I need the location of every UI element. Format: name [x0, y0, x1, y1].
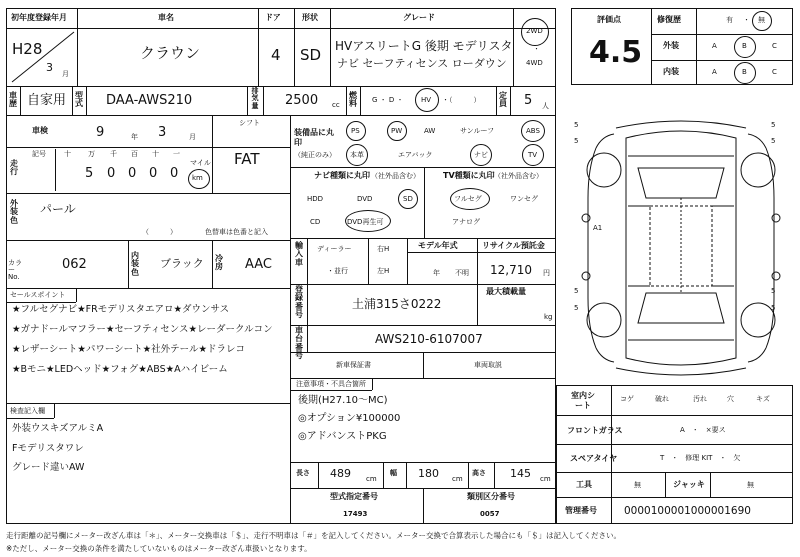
mileage-label: 走行	[10, 159, 18, 177]
diagram-label: 5	[574, 304, 579, 312]
jack-value: 無	[747, 481, 754, 489]
type-no-label: 型式指定番号	[330, 492, 378, 501]
shape: SD	[300, 46, 322, 64]
mileage-digit: 0	[107, 166, 116, 181]
doors: 4	[271, 46, 281, 64]
mileage-digit-label: 十	[152, 150, 159, 158]
width-unit: cm	[452, 475, 463, 483]
model-code: DAA-AWS210	[106, 93, 193, 108]
import-label: 輸入車	[295, 241, 303, 267]
drive-2wd: 2WD	[526, 27, 543, 35]
notes-line: ◎オプション¥100000	[298, 413, 401, 424]
color-value: パール	[40, 202, 76, 216]
height: 145	[510, 467, 531, 480]
diagram-label: 5	[771, 304, 776, 312]
interior-grade-a: A	[712, 68, 717, 76]
mileage-digit: 0	[149, 166, 158, 181]
inspection-year-unit: 年	[131, 133, 138, 141]
jack-label: ジャッキ	[673, 480, 705, 489]
shift: FAT	[234, 150, 260, 168]
inspection-month-unit: 月	[189, 133, 196, 141]
equipment-item: サンルーフ	[460, 127, 495, 135]
exterior-grade-a: A	[712, 42, 717, 50]
tools-value: 無	[634, 481, 641, 489]
score-value: 4.5	[589, 35, 643, 70]
recycle-unit: 円	[543, 269, 550, 277]
fuel-hv: HV	[421, 96, 432, 104]
exterior-grade-c: C	[772, 42, 777, 50]
tv-item: フルセグ	[454, 195, 482, 203]
recycle-label: リサイクル預託金	[482, 241, 545, 250]
color-note: 色替車は色番と記入	[205, 228, 268, 236]
selling-point: ★Bモニ★LEDヘッド★フォグ★ABS★Aハイビーム	[12, 364, 228, 375]
selling-point: ★フルセグナビ★FRモデリスタエアロ★ダウンサス	[12, 304, 230, 315]
width-label: 幅	[390, 469, 397, 477]
type-no: 17493	[343, 510, 368, 518]
import-right-h: 右H	[377, 245, 390, 253]
equipment-item: PW	[391, 127, 403, 135]
usage: 自家用	[27, 93, 67, 108]
navi-label: ナビ種類に丸印	[314, 171, 370, 180]
mileage-digit-label: 十	[64, 150, 71, 158]
interior-sheet-item: キズ	[756, 395, 770, 403]
shift-label: シフト	[239, 119, 260, 127]
model-year-unknown: 不明	[455, 269, 469, 277]
equipment-item: TV	[528, 151, 538, 159]
exterior-grade-label: 外装	[663, 41, 679, 50]
import-parallel: ・並行	[327, 267, 348, 275]
tv-item: アナログ	[452, 218, 480, 226]
km-label: km	[192, 174, 203, 182]
mgmt-value: 0000100001000001690	[624, 505, 751, 517]
width: 180	[418, 467, 439, 480]
usage-label: 車歴	[9, 91, 17, 109]
type-label: 型式	[75, 91, 83, 109]
new-car-warranty: 新車保証書	[336, 361, 371, 369]
interior-grade-c: C	[772, 68, 777, 76]
diagram-label: 5	[771, 137, 776, 145]
color-no-label: カラーNo.	[8, 259, 22, 281]
car-name: クラウン	[140, 44, 201, 62]
registration-label: 登録番号	[295, 285, 303, 320]
cc-unit: cc	[332, 101, 340, 109]
car-damage-diagram	[566, 108, 796, 376]
inspection-month: 3	[158, 125, 167, 140]
reg-month: 3	[46, 61, 53, 74]
equipment-item: PS	[351, 127, 360, 135]
reg-era-year: H28	[12, 40, 43, 58]
notes-label: 注意事項・不具合箇所	[296, 380, 366, 388]
equipment-item: エアバック	[398, 151, 433, 159]
selling-points-label: セールスポイント	[10, 291, 66, 299]
length-label: 長さ	[296, 469, 310, 477]
diagram-label: 5	[574, 137, 579, 145]
chassis-number: AWS210-6107007	[375, 332, 483, 346]
vehicle-manual: 車両取説	[474, 361, 502, 369]
max-load-label: 最大積載量	[486, 287, 526, 296]
navi-item: DVD再生可	[347, 218, 384, 226]
diagram-label: 5	[771, 287, 776, 295]
diagram-label: 5	[574, 287, 579, 295]
length-unit: cm	[366, 475, 377, 483]
kg-unit: kg	[544, 313, 553, 321]
inspector-line: グレード違いAW	[12, 462, 85, 473]
tv-label: TV種類に丸印	[443, 171, 495, 180]
interior-sheet-item: コゲ	[620, 395, 634, 403]
diagram-label: 5	[574, 121, 579, 129]
color-label: 外装色	[10, 199, 18, 225]
spare-value: T ・ 修理 KIT ・ 欠	[660, 454, 741, 462]
grade-line2: ナビ セーフティセンス ローダウン	[337, 57, 507, 70]
navi-item: CD	[310, 218, 321, 226]
repair-label: 修復歴	[657, 15, 681, 24]
capacity-unit: 人	[542, 102, 549, 110]
mileage-digit-label: 千	[110, 150, 117, 158]
capacity: 5	[524, 93, 533, 108]
windshield-label: フロントガラス	[567, 426, 623, 435]
exterior-grade-b: B	[742, 42, 747, 50]
class-no: 0057	[480, 510, 500, 518]
height-unit: cm	[540, 475, 551, 483]
tools-label: 工具	[576, 480, 592, 489]
interior-sheet-item: 破れ	[655, 395, 669, 403]
equipment-item: AW	[424, 127, 436, 135]
selling-point: ★ガナドールマフラー★セーフティセンス★レーダークルコン	[12, 324, 273, 335]
inspection-year: 9	[96, 125, 105, 140]
car-name-label: 車名	[158, 13, 174, 22]
fuel-label: 燃料	[349, 91, 357, 109]
grade-label: グレード	[403, 13, 435, 22]
footer-note-1: 走行距離の記号欄にメーター改ざん車は「＊」、メーター交換車は「＄」、走行不明車は「＃」を記入してください。メーター交換で合算表示した場合にも「＄」は記入してください。	[6, 531, 621, 540]
equipment-label: 装備品に丸印	[294, 128, 334, 147]
mileage-digit: 0	[128, 166, 137, 181]
equipment-item: 本革	[350, 151, 364, 159]
mileage-digit: 0	[170, 166, 179, 181]
reg-month-unit: 月	[62, 70, 69, 78]
fuel-options: G ・ D ・	[372, 96, 404, 104]
interior: ブラック	[160, 257, 204, 270]
model-year-unit: 年	[433, 269, 440, 277]
score-label: 評価点	[597, 15, 621, 24]
capacity-label: 定員	[499, 91, 507, 109]
import-dealer: ディーラー	[317, 245, 352, 253]
aircon: AAC	[245, 257, 272, 272]
inspection-label: 車検	[32, 126, 48, 135]
navi-sub: （社外品含む）	[371, 172, 420, 180]
navi-item: DVD	[357, 195, 373, 203]
drive-dot: ・	[533, 45, 540, 53]
import-left-h: 左H	[377, 267, 390, 275]
color-note-paren: （ ）	[142, 228, 177, 236]
length: 489	[330, 467, 351, 480]
interior-sheet-item: 穴	[727, 395, 734, 403]
diagram-label: 5	[771, 121, 776, 129]
windshield-value: A ・ ×要ス	[680, 426, 726, 434]
repair-yes: 有	[726, 16, 733, 24]
equipment-sub: （純正のみ）	[294, 151, 336, 159]
displacement-label: 排気量	[251, 87, 259, 110]
displacement: 2500	[285, 93, 319, 108]
model-year-label: モデル年式	[418, 241, 458, 250]
interior-grade-b: B	[742, 68, 747, 76]
color-no: 062	[62, 257, 87, 272]
drive-4wd: 4WD	[526, 59, 543, 67]
equipment-item: ABS	[526, 127, 540, 135]
inspector-line: Fモデリスタワレ	[12, 443, 84, 454]
mileage-digit-label: 百	[131, 150, 138, 158]
chassis-label: 車台番号	[295, 326, 303, 361]
repair-no: 無	[758, 16, 765, 24]
class-no-label: 類別区分番号	[467, 492, 515, 501]
footer-note-2: ※ただし、メーター交換の条件を満たしていないものはメーター改ざん車扱いとなります。	[6, 544, 312, 553]
mileage-digit-label: 万	[88, 150, 95, 158]
mgmt-label: 管理番号	[565, 506, 597, 515]
reg-year-label: 初年度登録年月	[11, 13, 67, 22]
height-label: 高さ	[472, 469, 486, 477]
notes-line: ◎アドバンストPKG	[298, 431, 387, 442]
door-label: ドア	[265, 13, 281, 22]
mileage-mark-label: 記号	[32, 150, 46, 158]
inspector-line: 外装ウスキズアルミA	[12, 423, 104, 434]
mile-label: マイル	[190, 159, 211, 167]
grade-line1: HVアスリートG 後期 モデリスタ	[335, 39, 513, 53]
spare-label: スペアタイヤ	[570, 454, 618, 463]
mileage-digit-label: 一	[173, 150, 180, 158]
interior-grade-label: 内装	[663, 67, 679, 76]
repair-dot: ・	[743, 16, 750, 24]
tv-item: ワンセグ	[510, 195, 538, 203]
navi-item: SD	[403, 195, 413, 203]
tv-sub: （社外品含む）	[494, 172, 543, 180]
aircon-label: 冷房	[215, 254, 223, 272]
mileage-digit: 5	[85, 166, 94, 181]
navi-item: HDD	[307, 195, 324, 203]
interior-sheet-label: 室内シート	[571, 391, 595, 411]
interior-sheet-item: 汚れ	[693, 395, 707, 403]
selling-point: ★レザーシート★パワーシート★社外テール★ドラレコ	[12, 344, 245, 355]
recycle-value: 12,710	[490, 263, 532, 277]
diagram-label: A1	[593, 224, 603, 232]
interior-label: 内装色	[131, 251, 139, 277]
notes-line: 後期(H27.10〜MC)	[298, 395, 388, 406]
inspector-label: 検査記入欄	[10, 407, 45, 415]
fuel-paren: ・（ ）	[442, 96, 481, 104]
shape-label: 形状	[302, 13, 318, 22]
registration-number: 土浦315さ0222	[352, 297, 442, 311]
equipment-item: ナビ	[474, 151, 488, 159]
